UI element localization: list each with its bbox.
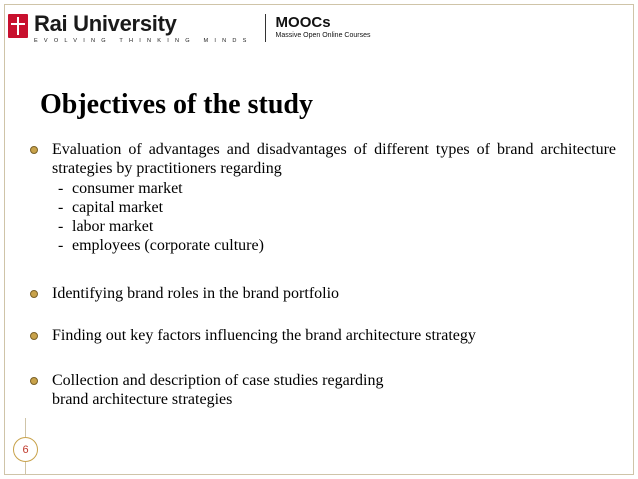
moocs-title: MOOCs (275, 14, 331, 31)
sub-item (52, 179, 616, 198)
bullet-icon (30, 290, 38, 298)
sub-item-text: consumer market (72, 180, 183, 197)
dash-icon: - (58, 218, 64, 235)
page-number-line (25, 462, 26, 475)
bullet-icon (30, 332, 38, 340)
bullet-text: Collection and description of case studies regarding brand architecture strategies (52, 372, 384, 408)
logo-divider (265, 14, 266, 42)
bullet-text: Identifying brand roles in the brand portfolio (52, 285, 340, 302)
sub-list (52, 179, 616, 255)
bullet-icon (30, 146, 38, 154)
brand-tagline: EVOLVING THINKING MINDS (34, 38, 253, 44)
sub-item (52, 236, 616, 255)
bullet-text: Evaluation of advantages and disadvantages of different types of brand architecture strategies by practitioners regarding (52, 141, 616, 177)
bullet-item (20, 371, 638, 409)
crest-icon (8, 14, 28, 38)
moocs-subtitle: Massive Open Online Courses (275, 32, 371, 39)
bullet-item (20, 326, 638, 345)
sub-item (52, 198, 616, 217)
bullet-icon (30, 377, 38, 385)
bullet-text: Finding out key factors influencing the brand architecture strategy (52, 327, 476, 344)
page-number-line (25, 418, 26, 437)
moocs-block (276, 15, 371, 41)
dash-icon: - (58, 199, 64, 216)
slide-title: Objectives of the study (40, 89, 313, 120)
sub-item-text: employees (corporate culture) (72, 237, 264, 254)
page-number-badge: 6 (13, 437, 38, 462)
bullet-item (20, 284, 638, 303)
bullet-item (20, 140, 616, 255)
sub-item-text: labor market (72, 218, 154, 235)
brand-block (34, 12, 253, 45)
dash-icon: - (58, 180, 64, 197)
sub-item (52, 217, 616, 236)
brand-name: Rai University (34, 11, 177, 36)
slide-content (20, 140, 616, 408)
dash-icon: - (58, 237, 64, 254)
sub-item-text: capital market (72, 199, 164, 216)
rai-university-logo (8, 12, 370, 44)
